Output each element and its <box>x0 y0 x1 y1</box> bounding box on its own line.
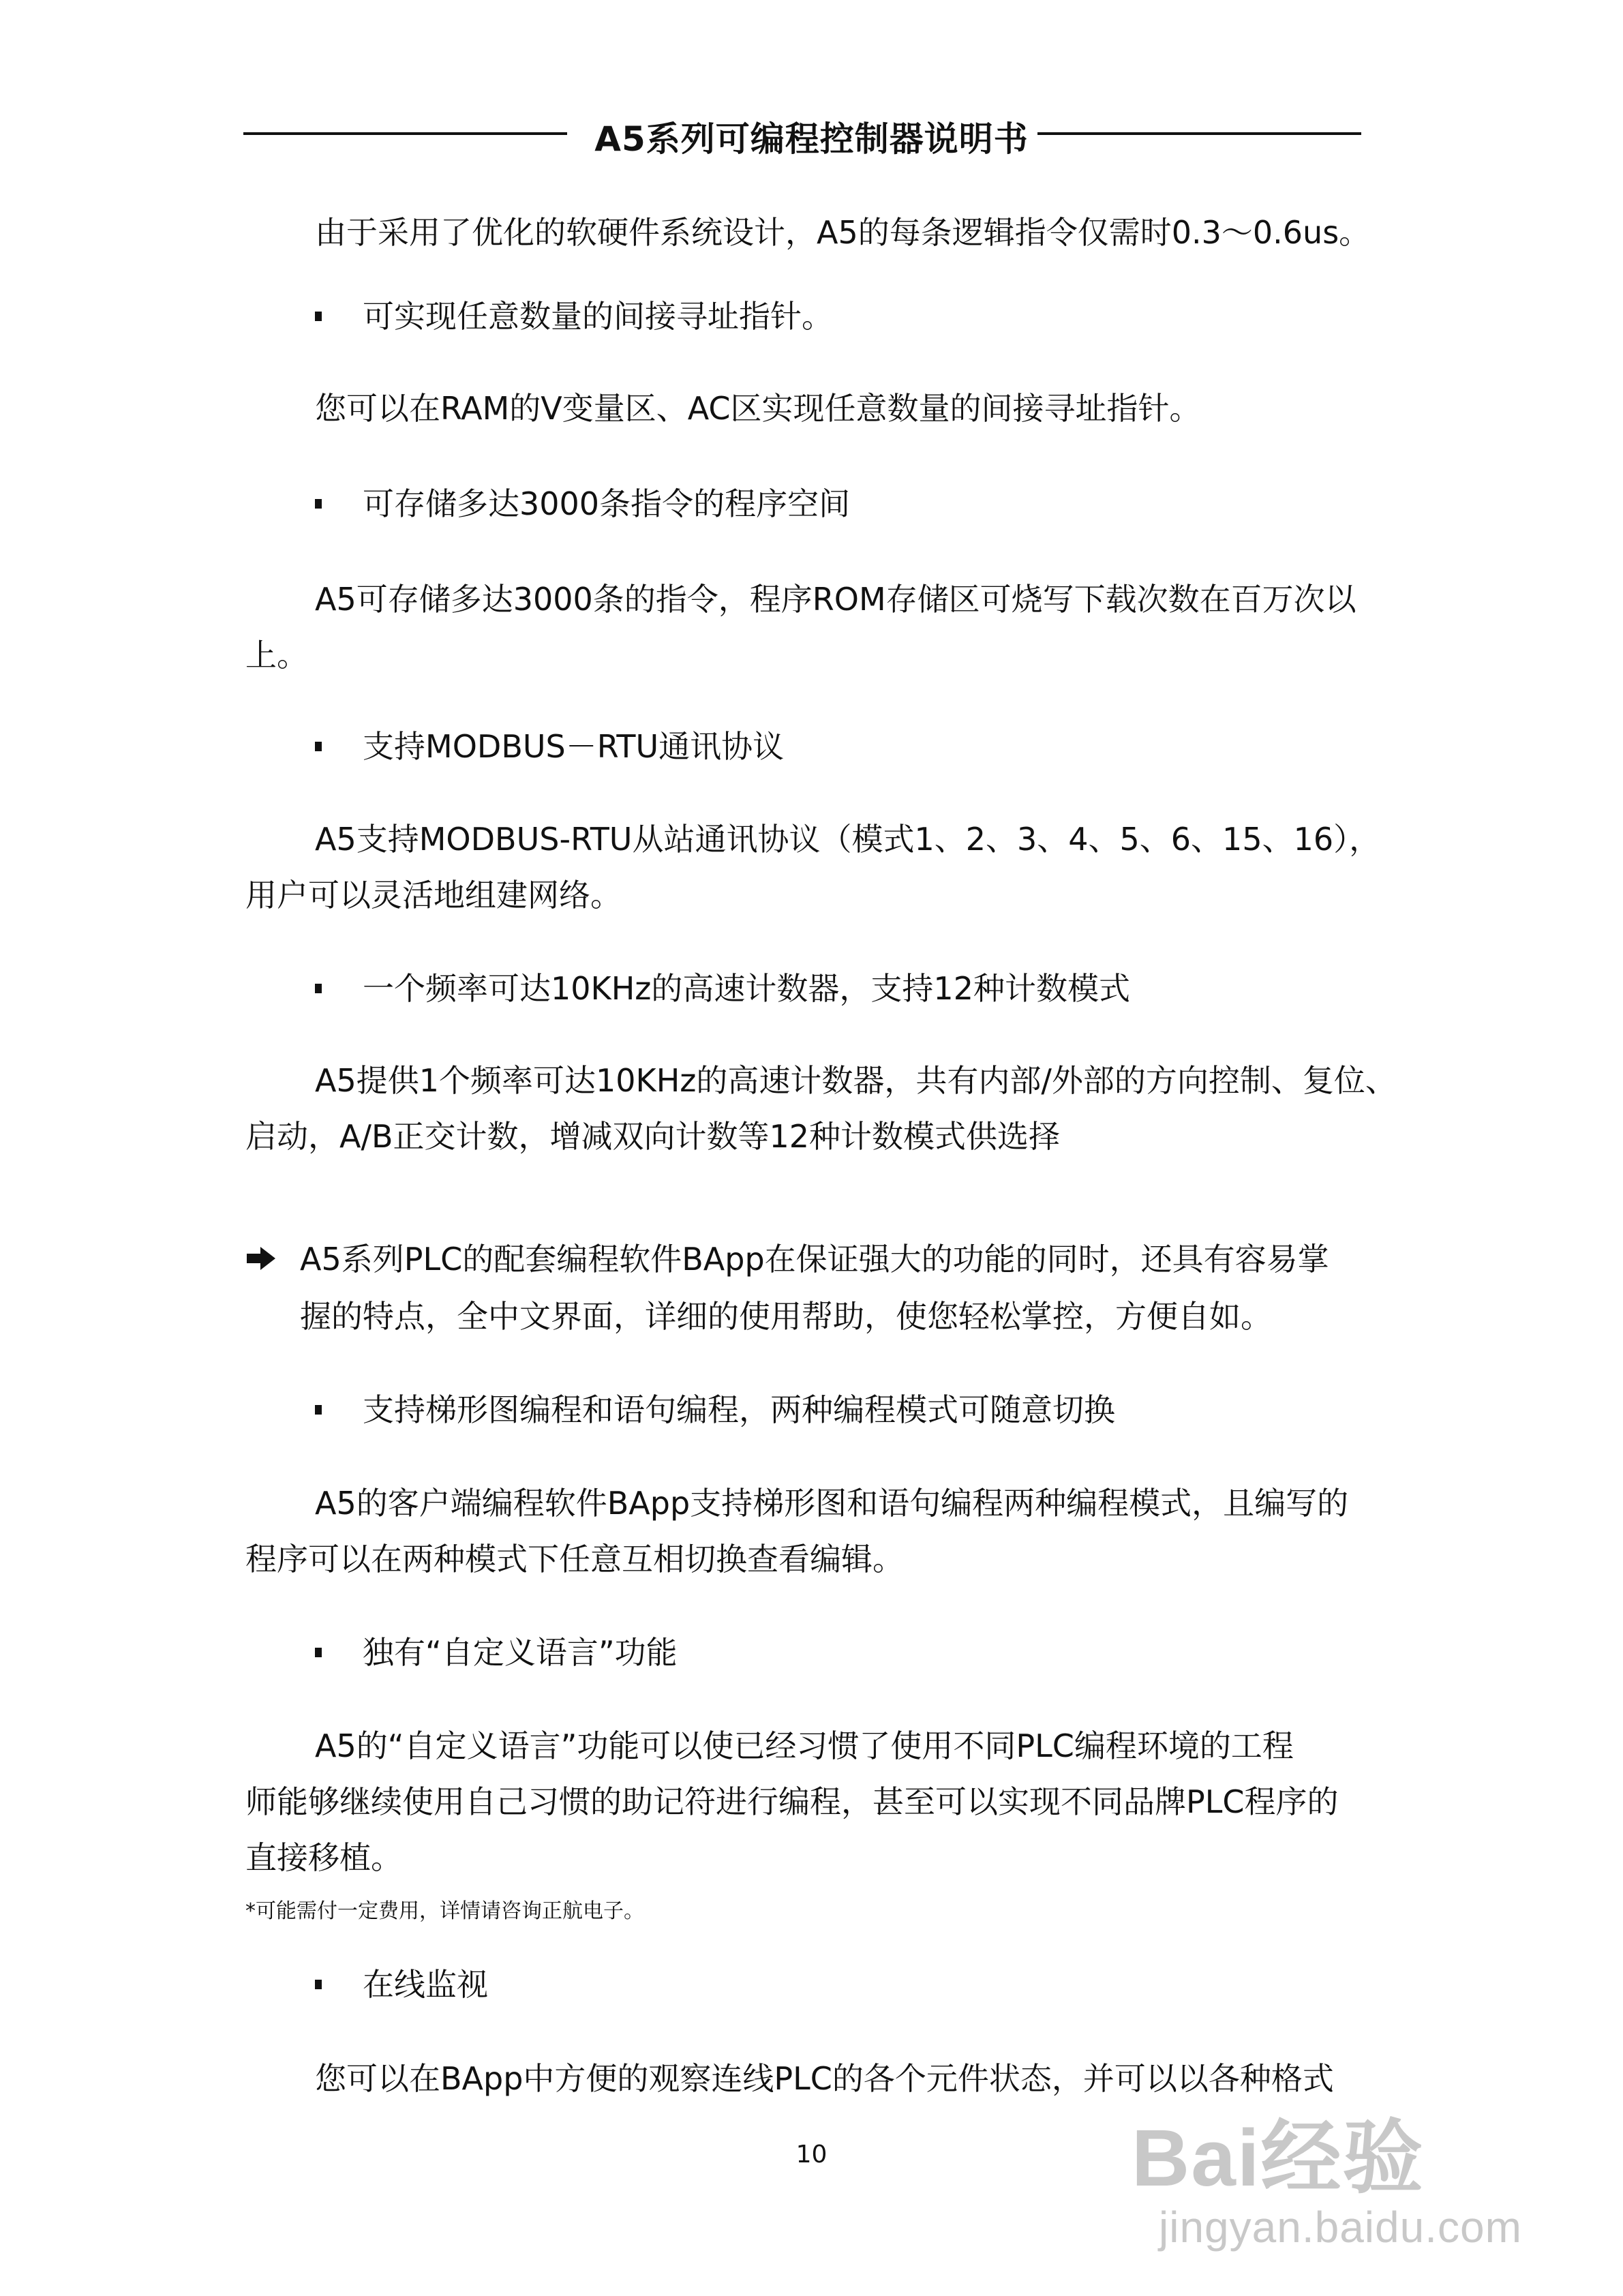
page-header-title: A5系列可编程控制器说明书 <box>594 119 1029 159</box>
baidu-watermark-logo: Bai经验 <box>1132 2113 1425 2203</box>
paragraph-ladder-line2: 程序可以在两种模式下任意互相切换查看编辑。 <box>245 1541 904 1577</box>
paragraph-program-space-line2: 上。 <box>245 637 308 674</box>
paragraph-indirect-addressing: 您可以在RAM的V变量区、AC区实现任意数量的间接寻址指针。 <box>315 390 1201 427</box>
bullet-custom-language: 独有“自定义语言”功能 <box>363 1634 678 1671</box>
bullet-program-space: 可存储多达3000条指令的程序空间 <box>363 485 851 522</box>
paragraph-counter-line1: A5提供1个频率可达10KHz的高速计数器，共有内部/外部的方向控制、复位、 <box>315 1062 1397 1099</box>
bullet-indirect-addressing: 可实现任意数量的间接寻址指针。 <box>363 298 833 335</box>
paragraph-bapp-line2: 握的特点，全中文界面，详细的使用帮助，使您轻松掌控，方便自如。 <box>300 1298 1272 1335</box>
bullet-online-monitor: 在线监视 <box>363 1966 488 2003</box>
bullet-modbus: 支持MODBUS－RTU通讯协议 <box>363 728 785 765</box>
bullet-marker <box>315 499 322 509</box>
paragraph-modbus-line1: A5支持MODBUS-RTU从站通讯协议（模式1、2、3、4、5、6、15、16）， <box>315 821 1381 858</box>
bullet-ladder-statement: 支持梯形图编程和语句编程，两种编程模式可随意切换 <box>363 1391 1115 1428</box>
arrow-bullet-icon <box>245 1245 278 1272</box>
bullet-marker <box>315 984 322 993</box>
paragraph-ladder-line1: A5的客户端编程软件BApp支持梯形图和语句编程两种编程模式，且编写的 <box>315 1485 1349 1522</box>
bullet-marker <box>315 1980 322 1989</box>
paragraph-custom-language-line3: 直接移植。 <box>245 1839 402 1876</box>
footnote: *可能需付一定费用，详情请咨询正航电子。 <box>245 1899 644 1923</box>
paragraph-bapp-line1: A5系列PLC的配套编程软件BApp在保证强大的功能的同时，还具有容易掌 <box>300 1241 1329 1278</box>
bullet-high-speed-counter: 一个频率可达10KHz的高速计数器，支持12种计数模式 <box>363 970 1130 1007</box>
bullet-marker <box>315 742 322 751</box>
paragraph-program-space-line1: A5可存储多达3000条的指令，程序ROM存储区可烧写下载次数在百万次以 <box>315 581 1356 618</box>
paragraph-online-monitor: 您可以在BApp中方便的观察连线PLC的各个元件状态，并可以以各种格式 <box>315 2060 1334 2097</box>
bullet-marker <box>315 1648 322 1657</box>
paragraph-custom-language-line1: A5的“自定义语言”功能可以使已经习惯了使用不同PLC编程环境的工程 <box>315 1727 1294 1764</box>
page-number: 10 <box>795 2141 828 2169</box>
bullet-marker <box>315 312 322 321</box>
paragraph-custom-language-line2: 师能够继续使用自己习惯的助记符进行编程，甚至可以实现不同品牌PLC程序的 <box>245 1783 1339 1820</box>
paragraph-logic-speed: 由于采用了优化的软硬件系统设计，A5的每条逻辑指令仅需时0.3～0.6us。 <box>315 214 1371 251</box>
paragraph-counter-line2: 启动，A/B正交计数，增减双向计数等12种计数模式供选择 <box>245 1118 1061 1155</box>
bullet-marker <box>315 1405 322 1415</box>
paragraph-modbus-line2: 用户可以灵活地组建网络。 <box>245 877 622 913</box>
baidu-watermark-url: jingyan.baidu.com <box>1159 2203 1522 2252</box>
